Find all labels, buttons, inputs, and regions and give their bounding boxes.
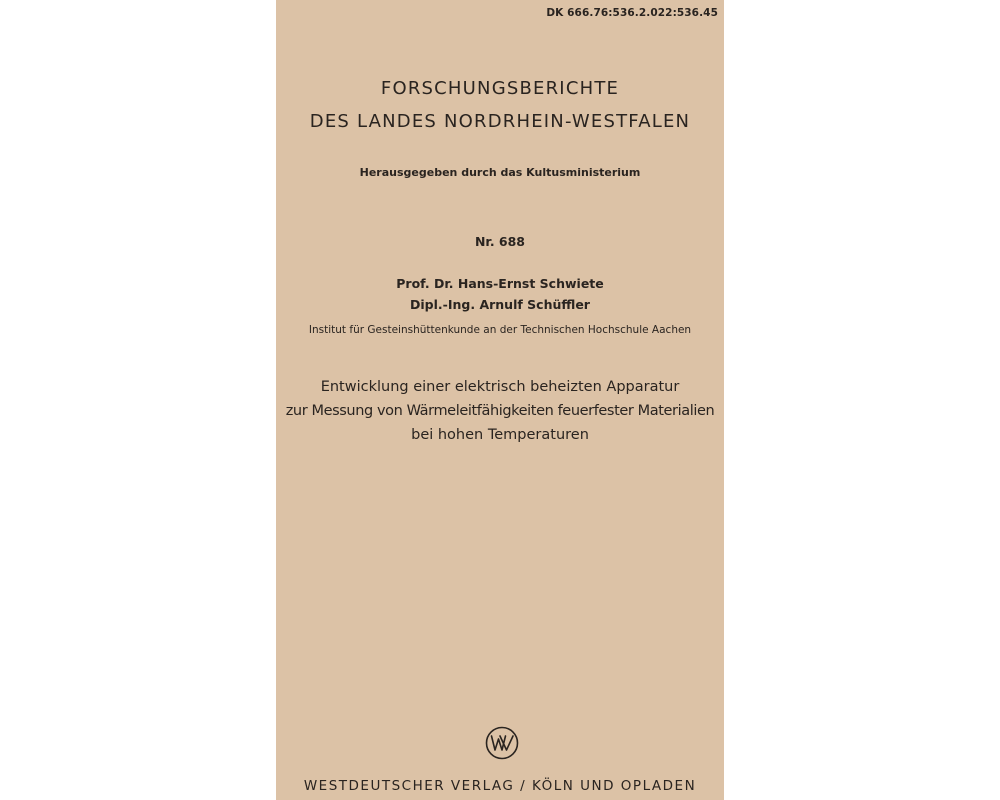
author-1: Prof. Dr. Hans-Ernst Schwiete [396,276,604,291]
publisher: WESTDEUTSCHER VERLAG / KÖLN UND OPLADEN [303,778,697,794]
report-number: Nr. 688 [474,234,526,249]
book-cover [276,0,724,800]
series-title-line-2: DES LANDES NORDRHEIN-WESTFALEN [309,111,691,132]
institute: Institut für Gesteinshüttenkunde an der Technischen Hochschule Aachen [308,324,692,336]
title-line-1: Entwicklung einer elektrisch beheizten Apparatur [320,379,680,395]
editor-line: Herausgegeben durch das Kultusministerium [359,166,641,179]
westdeutscher-verlag-logo-icon [485,726,519,760]
classification-code: DK 666.76:536.2.022:536.45 [546,7,718,19]
author-2: Dipl.-Ing. Arnulf Schüffler [410,297,590,312]
series-title-line-1: FORSCHUNGSBERICHTE [380,78,620,99]
title-line-3: bei hohen Temperaturen [411,427,589,443]
title-line-2: zur Messung von Wärmeleitfähigkeiten feuerfester Materialien [285,403,715,419]
